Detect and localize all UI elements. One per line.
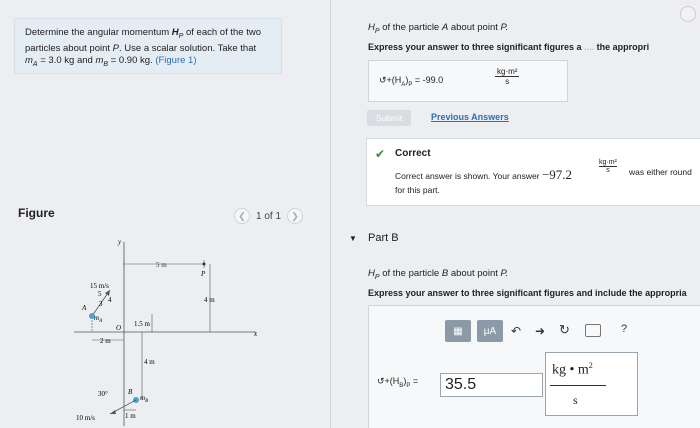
dim-4m-right: 4 m <box>204 296 215 304</box>
partB-title: Part B <box>367 232 399 244</box>
dim-4m-mid: 4 m <box>144 358 155 366</box>
partA-instruction: Express your answer to three significant figures a .... the appropri <box>368 42 650 52</box>
label-P: P <box>201 270 206 278</box>
prev-figure-icon[interactable]: ❮ <box>234 208 250 224</box>
partA-answer-value: -99.0 <box>422 75 444 85</box>
keyboard-icon[interactable] <box>585 324 601 337</box>
problem-text: Determine the angular momentum <box>25 27 170 38</box>
figure-diagram <box>70 236 270 428</box>
label-15ms: 15 m/s <box>90 282 109 290</box>
dim-1m: 1 m <box>125 412 136 420</box>
dim-5m: 5 m <box>156 261 167 269</box>
slope-3: 3 <box>99 300 103 308</box>
figure-page-count: 1 of 1 <box>256 210 282 222</box>
partA-prompt: $H_P$ of the particle A about point P. <box>368 22 509 35</box>
partB-header[interactable] <box>349 232 399 244</box>
collapse-icon[interactable]: ▼ <box>349 234 357 243</box>
y-axis-label: y <box>118 238 122 246</box>
partB-instruction: Express your answer to three significant figures and include the appropria <box>368 288 687 298</box>
partA-answer-expression: $↺+(H_A)_P = -99.0$ <box>379 75 444 88</box>
problem-statement: Determine the angular momentum $H_P$ of each of the two particles about point P. Use a scalar solution. Take that $m_A = 3.0$ kg and $m_B = 0.90$ kg. (Figure 1) <box>14 18 282 74</box>
redo-icon[interactable]: ➜ <box>535 324 546 338</box>
correct-title: Correct <box>395 148 431 159</box>
label-A: A <box>82 304 87 312</box>
figure-label: Figure <box>18 206 55 220</box>
undo-icon[interactable]: ↶ <box>511 324 522 338</box>
check-icon: ✔ <box>375 147 386 161</box>
next-figure-icon[interactable]: ❯ <box>287 208 303 224</box>
dim-2m: 2 m <box>100 337 111 345</box>
correct-feedback: ✔ Correct Correct answer is shown. Your answer −97.2 kg·m² s was either round for this part. <box>366 138 700 206</box>
slope-5: 5 <box>98 290 102 298</box>
label-mA: $m_A$ <box>94 314 103 324</box>
template-tool-icon[interactable]: ▦ <box>445 320 471 342</box>
partA-answer-box <box>368 60 568 102</box>
x-axis-label: x <box>254 330 258 338</box>
dim-1.5m: 1.5 m <box>134 320 150 328</box>
correct-message: Correct answer is shown. Your answer −97.2 <box>395 167 573 182</box>
angle-30: 30° <box>98 390 108 398</box>
partB-answer-box <box>368 305 700 428</box>
previous-answers-link[interactable]: Previous Answers <box>431 112 509 122</box>
partB-value-input[interactable]: 35.5 <box>440 373 543 397</box>
partB-unit-num: kg • $m^2$ <box>552 361 593 378</box>
correct-unit: kg·m² s <box>599 159 617 174</box>
slope-4: 4 <box>108 296 112 304</box>
label-B: B <box>128 388 133 396</box>
partB-unit-input[interactable] <box>545 352 638 416</box>
answer-pane <box>331 0 700 428</box>
partB-unit-den: s <box>573 393 578 407</box>
mu-tool-button[interactable]: μA <box>477 320 503 342</box>
partB-prompt: $H_P$ of the particle B about point P. <box>368 268 509 281</box>
label-10ms: 10 m/s <box>76 414 95 422</box>
label-O: O <box>116 324 122 332</box>
partA-submit-button[interactable]: Submit <box>367 110 411 126</box>
hint-icon[interactable] <box>680 6 696 22</box>
reset-icon[interactable]: ↻ <box>559 322 570 337</box>
help-button[interactable]: ? <box>621 323 628 335</box>
figure-link[interactable]: (Figure 1) <box>155 54 197 66</box>
partB-answer-expression: $↺+(H_B)_P$ = <box>377 376 419 389</box>
partA-unit: kg·m² s <box>497 67 518 86</box>
point-P <box>203 263 206 266</box>
label-mB: $m_B$ <box>140 394 149 404</box>
figure-pager <box>234 208 303 224</box>
